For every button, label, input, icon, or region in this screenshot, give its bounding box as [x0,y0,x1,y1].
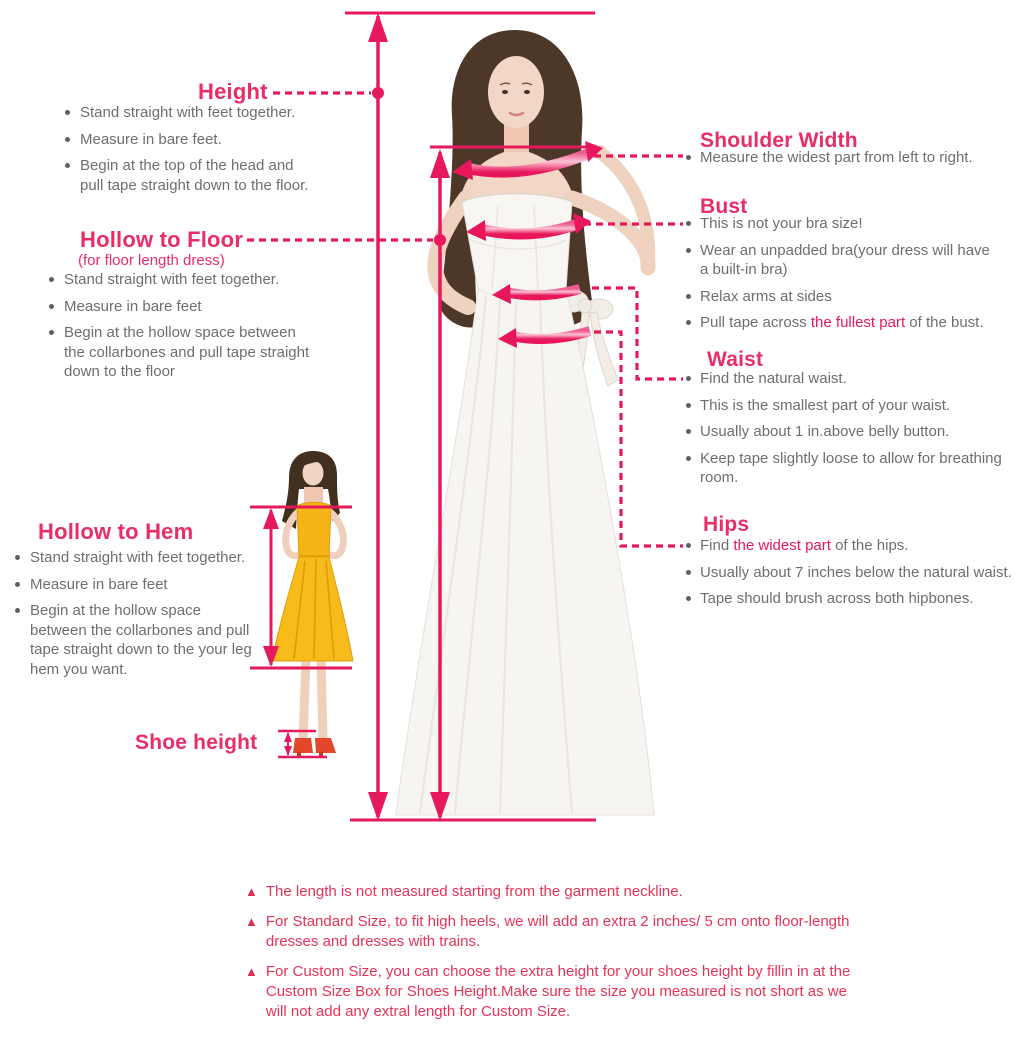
note-text: The length is not measured starting from the garment neckline. [265,883,683,900]
bullet-highlight: the fullest part [810,314,906,331]
shoe-height-title: Shoe height [135,731,258,754]
bullet-item: Stand straight with feet together. [46,270,314,290]
bullet-item: Measure in bare feet. [62,130,320,150]
bullet-item: Stand straight with feet together. [12,548,252,568]
bullet-item: Find the natural waist. [684,369,1014,389]
hips-title: Hips [703,513,750,536]
bust-bullets [684,214,996,340]
bullet-item: Begin at the hollow space between the collarbones and pull tape straight down to the floor [46,323,314,382]
bullet-item: Begin at the top of the head and pull tape straight down to the floor. [62,156,320,195]
hollow-to-floor-title: Hollow to Floor [80,227,244,252]
bust-title: Bust [700,195,748,218]
bullet-item: Begin at the hollow space between the collarbones and pull tape straight down to the your leg hem you want. [12,601,252,679]
height-title: Height [198,79,268,104]
footnotes [245,882,857,1032]
bullet-text: of the hips. [830,537,909,554]
warning-triangle-icon: ▲ [245,963,258,979]
hips-bullets [684,536,1015,616]
height-anchor-dot [372,87,384,99]
waist-title: Waist [707,348,764,371]
waist-bullets [684,369,1014,495]
height-bullets [62,103,320,202]
hollow-to-hem-title: Hollow to Hem [38,519,194,544]
bullet-item: Keep tape slightly loose to allow for breathing room. [684,449,1014,488]
bullet-item: Usually about 7 inches below the natural waist. [684,563,1015,583]
note-item [245,912,857,952]
shoulder-width-bullets [684,148,1014,175]
note-text: For Standard Size, to fit high heels, we will add an extra 2 inches/ 5 cm onto floor-length dresses and dresses with trains. [265,912,850,950]
bullet-item: Measure the widest part from left to right. [684,148,1014,168]
bullet-item: Relax arms at sides [684,287,996,307]
note-item [245,882,857,902]
bullet-item: Usually about 1 in.above belly button. [684,422,1014,442]
bullet-item: Measure in bare feet [12,575,252,595]
bullet-item: Stand straight with feet together. [62,103,320,123]
bullet-highlight: the widest part [733,537,831,554]
bullet-item [684,313,996,333]
bullet-item: This is not your bra size! [684,214,996,234]
model-photo-petite [272,451,353,758]
bullet-item [684,536,1015,556]
bullet-item: Measure in bare feet [46,297,314,317]
hollow-anchor-dot [434,234,446,246]
bullet-item: Wear an unpadded bra(your dress will have a built-in bra) [684,241,996,280]
warning-triangle-icon: ▲ [245,884,258,899]
bullet-text: Find [700,537,734,554]
shoulder-width-title: Shoulder Width [700,129,858,152]
hollow-to-floor-bullets [46,270,314,389]
note-text: For Custom Size, you can choose the extra height for your shoes height by fillin in at the Custom Size Box for Shoes Height.Make sure the size you measured is not short as we will not add any extral length for Custom Size. [265,962,851,1020]
hollow-to-hem-bullets [12,548,252,686]
note-item [245,962,857,1022]
bullet-item: This is the smallest part of your waist. [684,396,1014,416]
hollow-to-floor-subtitle: (for floor length dress) [78,252,225,269]
bullet-text: Pull tape across [700,314,811,331]
bullet-item: Tape should brush across both hipbones. [684,589,1015,609]
height-arrow-line [368,13,388,821]
bullet-text: of the bust. [905,314,984,331]
warning-triangle-icon: ▲ [245,913,258,929]
